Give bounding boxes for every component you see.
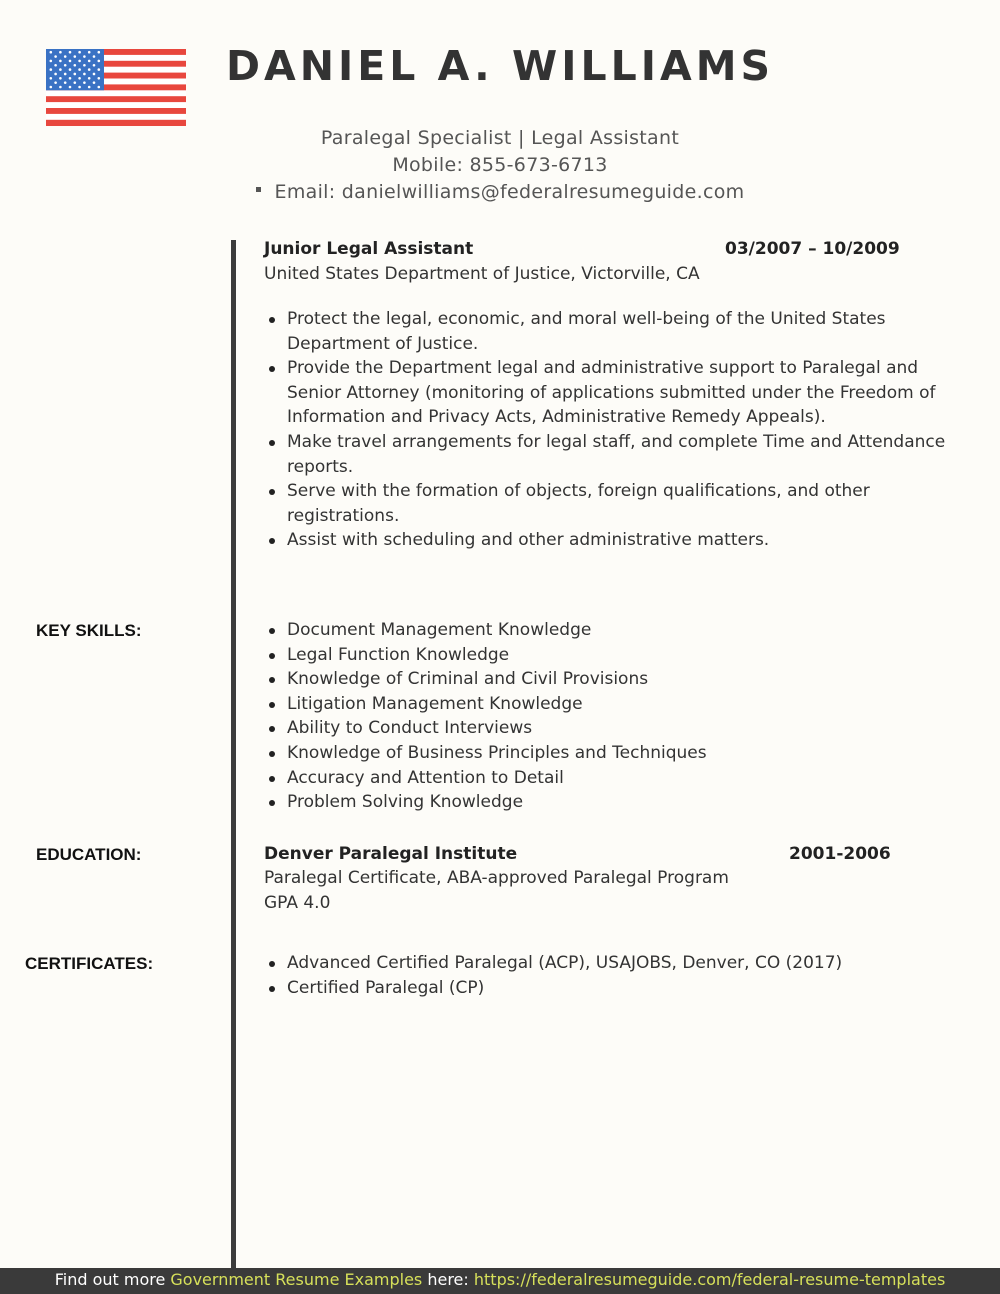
candidate-name: DANIEL A. WILLIAMS: [225, 42, 775, 90]
list-item: Protect the legal, economic, and moral well-being of the United States Department of Justice.: [287, 307, 952, 356]
experience-bullets: [264, 307, 952, 553]
key-skills-heading: KEY SKILLS:: [36, 621, 142, 640]
footer-bar: [0, 1268, 1000, 1294]
list-item: Assist with scheduling and other administrative matters.: [287, 528, 952, 553]
list-item: Advanced Certified Paralegal (ACP), USAJOBS, Denver, CO (2017): [287, 951, 947, 976]
list-item: Accuracy and Attention to Detail: [287, 766, 947, 791]
education-gpa: GPA 4.0: [264, 893, 331, 913]
list-item: Certified Paralegal (CP): [287, 976, 947, 1001]
education-dates: 2001-2006: [789, 844, 891, 864]
email-address[interactable]: Email: danielwilliams@federalresumeguide.com: [274, 181, 745, 203]
list-item: Knowledge of Business Principles and Techniques: [287, 741, 947, 766]
employer: United States Department of Justice, Victorville, CA: [264, 264, 700, 284]
job-title: Junior Legal Assistant: [264, 239, 474, 259]
job-dates: 03/2007 – 10/2009: [725, 239, 900, 259]
list-item: Provide the Department legal and administrative support to Paralegal and Senior Attorney (monitoring of applications submitted under the Freedom of Information and Privacy Acts, Administrative Remedy Appeals).: [287, 356, 952, 430]
list-item: Litigation Management Knowledge: [287, 692, 947, 717]
list-item: Serve with the formation of objects, foreign qualifications, and other registrations.: [287, 479, 952, 528]
education-heading: EDUCATION:: [36, 845, 142, 864]
government-resume-examples-link[interactable]: Government Resume Examples: [170, 1270, 423, 1289]
list-item: Problem Solving Knowledge: [287, 790, 947, 815]
list-item: Knowledge of Criminal and Civil Provisions: [287, 667, 947, 692]
section-divider: [231, 240, 236, 1270]
mobile-number: Mobile: 855-673-6713: [392, 154, 608, 176]
footer-prefix: Find out more: [54, 1270, 171, 1289]
templates-url-link[interactable]: https://federalresumeguide.com/federal-resume-templates: [473, 1270, 946, 1289]
job-headline: Paralegal Specialist | Legal Assistant: [320, 127, 680, 149]
education-program: Paralegal Certificate, ABA-approved Paralegal Program: [264, 868, 729, 888]
list-item: Legal Function Knowledge: [287, 643, 947, 668]
list-item: Document Management Knowledge: [287, 618, 947, 643]
bullet-square-icon: [256, 187, 261, 192]
certificates-heading: CERTIFICATES:: [25, 954, 154, 973]
email-line: [0, 181, 1000, 203]
school-name: Denver Paralegal Institute: [264, 844, 518, 864]
list-item: Ability to Conduct Interviews: [287, 716, 947, 741]
list-item: Make travel arrangements for legal staff, and complete Time and Attendance reports.: [287, 430, 952, 479]
footer-middle: here:: [422, 1270, 474, 1289]
certificates-list: [264, 951, 947, 1000]
skills-list: [264, 618, 947, 815]
